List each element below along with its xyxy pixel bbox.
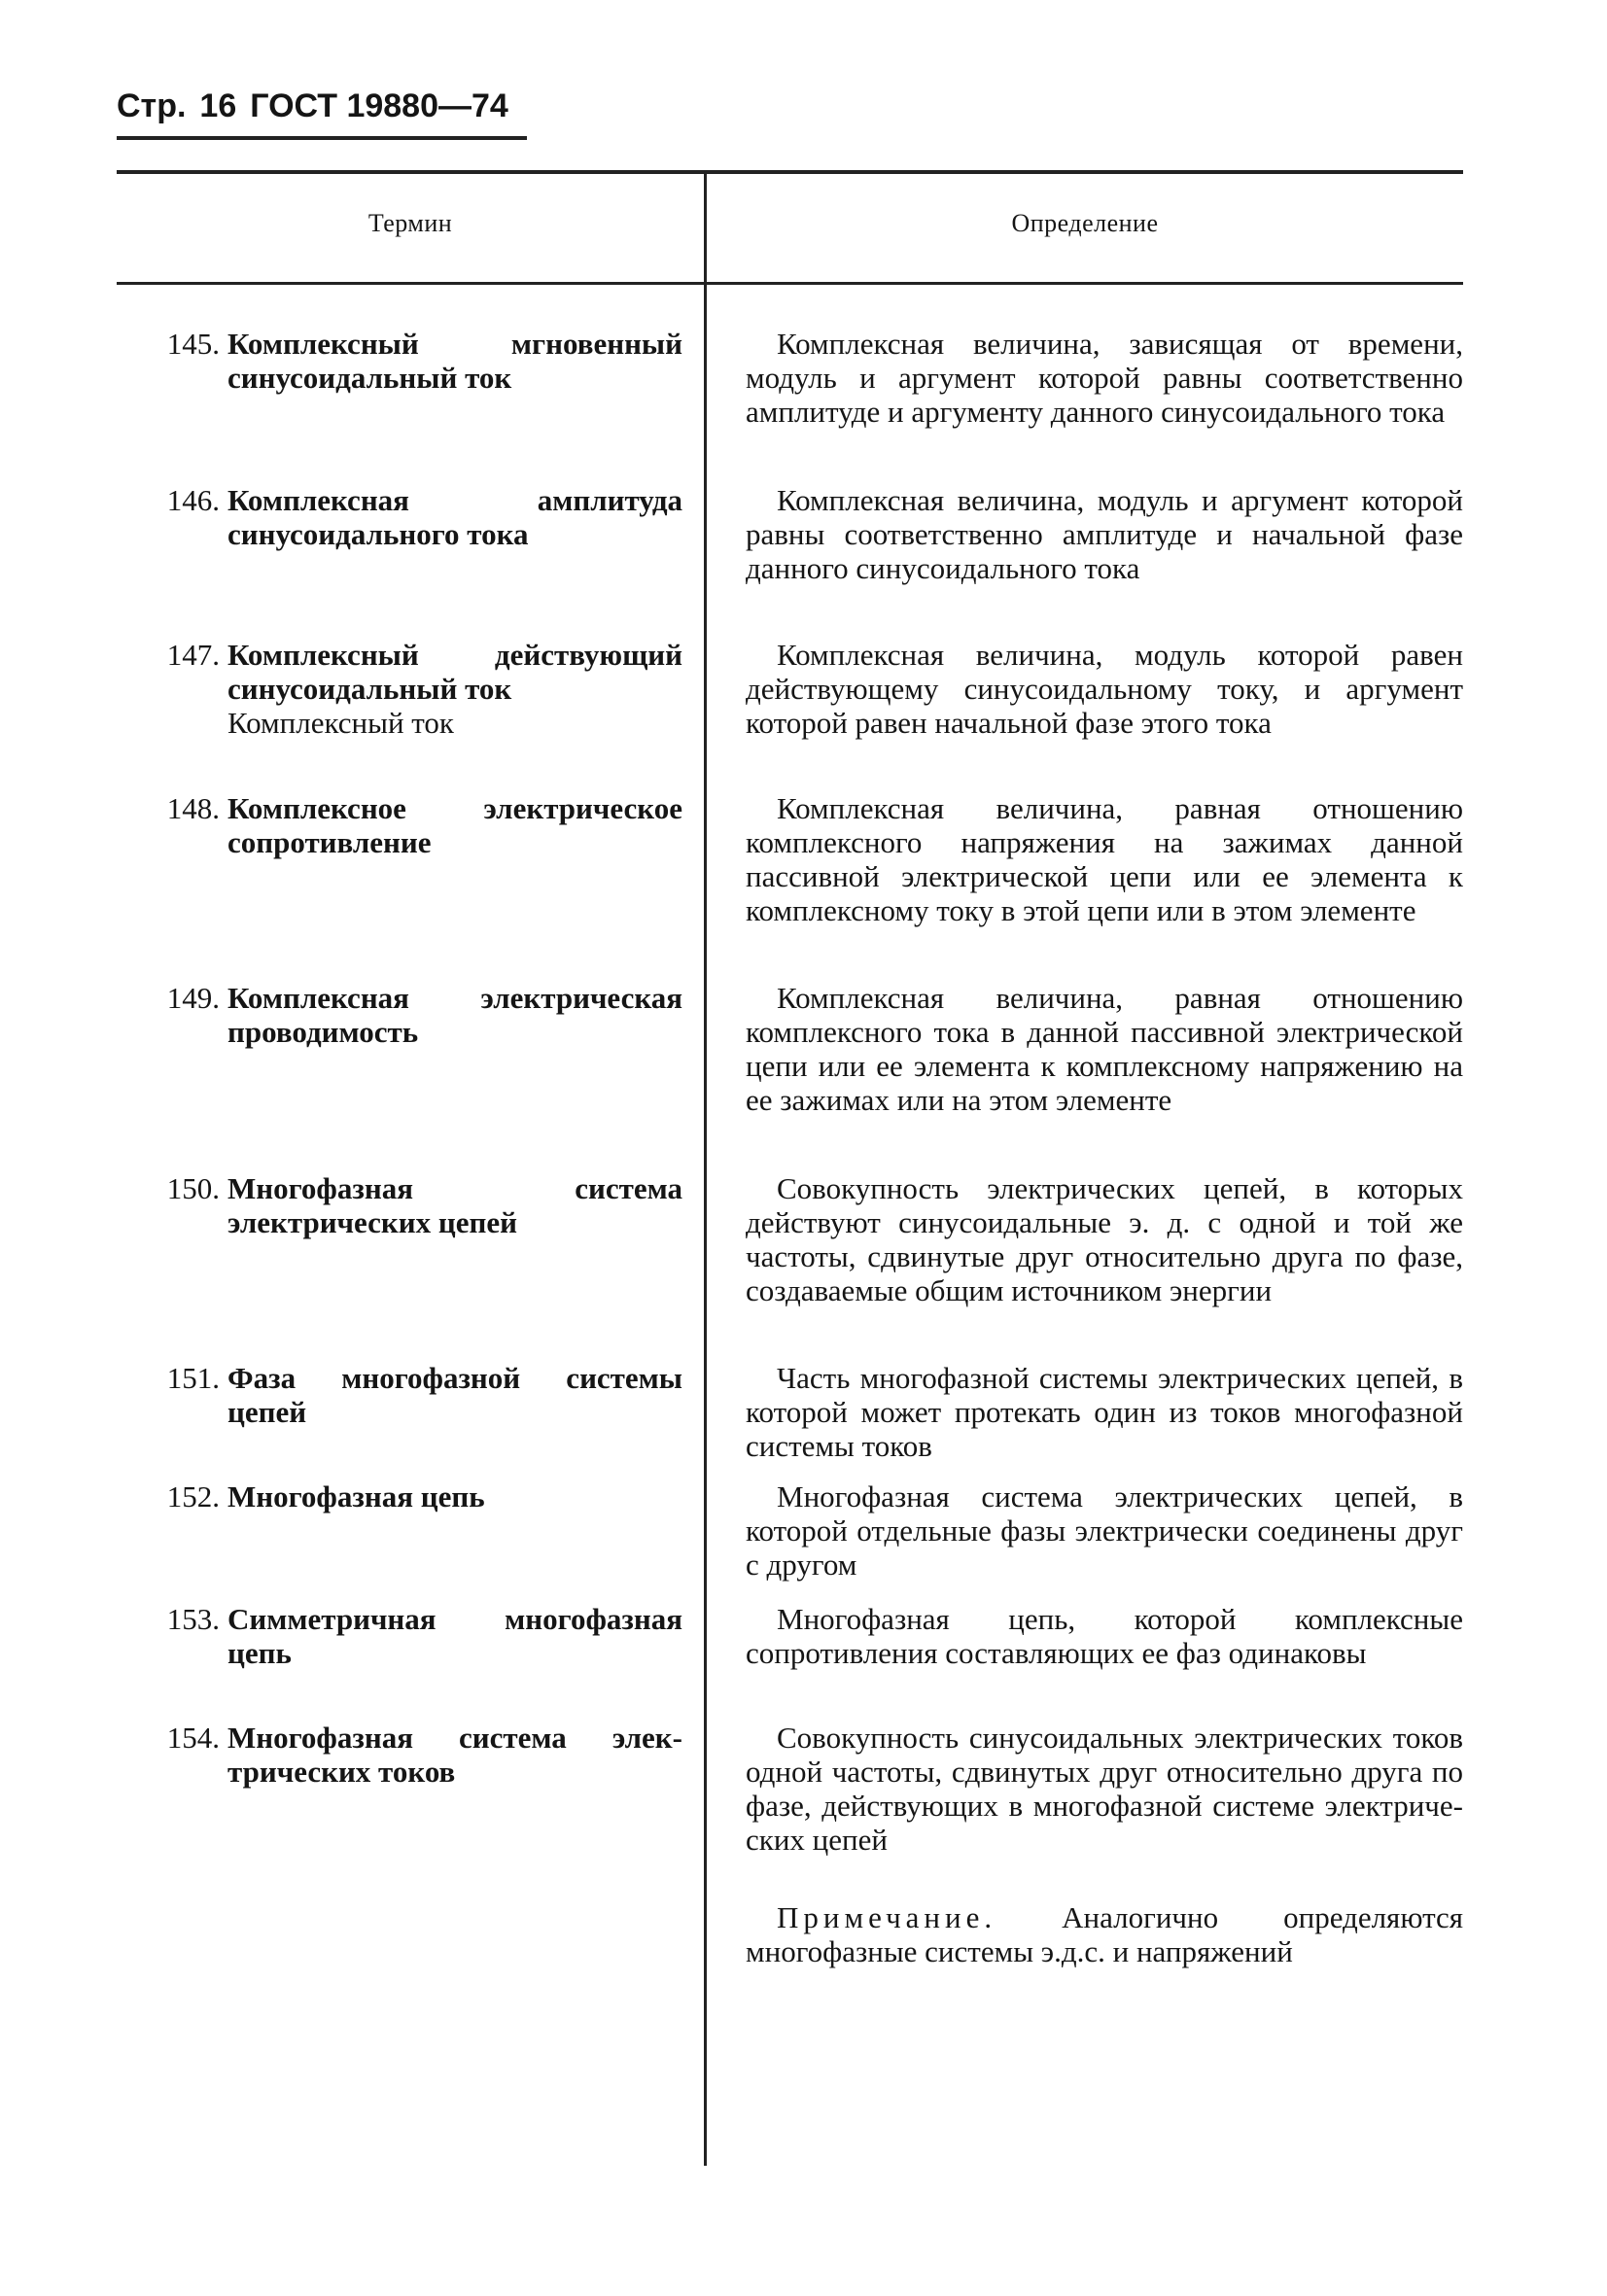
term-cell [146,483,682,551]
term-name: Симметричная многофазная цепь [227,1602,682,1670]
column-header-definition: Определение [1011,209,1159,237]
definition-cell: Комплексная величина, равная отношению комплексного тока в данной пассивной электрической цепи или ее элемента к комплексному напряжению на ее зажимах или на этом элементе [746,981,1463,1117]
term-number: 151. [166,1361,220,1395]
term-name: Комплексный мгновенный синусоидальный ток [227,327,682,395]
term-cell [146,981,682,1049]
term-name: Многофазная цепь [227,1479,485,1513]
term-cell [146,791,682,859]
definition-cell: Совокупность электрических цепей, в которых действуют синусоидальные э. д. с одной и той же частоты, сдвинутые друг относительно друга по фазе, создаваемые общим источником энергии [746,1171,1463,1307]
term-cell [146,1171,682,1239]
term-name: Фаза многофазной системы цепей [227,1361,682,1429]
term-number: 148. [166,791,220,825]
column-header-term: Термин [367,209,453,237]
table-top-rule [117,170,1463,174]
term-name: Многофазная система электрических цепей [227,1171,682,1239]
definition-cell: Комплексная величина, модуль и аргумент которой равны соответственно амплитуде и начальной фазе данного синусоидального тока [746,483,1463,585]
definition-cell: Многофазная система электрических цепей, в которой отдельные фазы электрически соединены друг с другом [746,1479,1463,1582]
definition-cell: Комплексная величина, модуль которой равен действующему синусоидальному току, и аргумент которой равен начальной фазе этого тока [746,638,1463,740]
definition-cell: Часть многофазной системы электрических цепей, в которой может протекать один из токов многофазной системы токов [746,1361,1463,1463]
standard-designation: ГОСТ 19880—74 [250,87,508,124]
note [746,1900,1463,1968]
term-number: 146. [166,483,220,517]
definition-cell: Комплексная величина, зависящая от времени, модуль и аргумент которой равны соответственно амплитуде и аргументу данного синусоидального тока [746,327,1463,429]
term-number: 150. [166,1171,220,1205]
term-cell [146,638,682,740]
term-cell [146,1721,682,1789]
note-text: Аналогично определяются многофазные системы э.д.с. и напряжений [746,1900,1464,1968]
term-number: 145. [166,327,220,361]
definition-cell: Многофазная цепь, которой комплексные сопротивления составляющих ее фаз одинаковы [746,1602,1463,1670]
term-cell [146,327,682,395]
definition-cell: Комплексная величина, равная отношению комплексного напряжения на зажимах данной пассивной электрической цепи или ее элемента к комплексному току в этой цепи или в этом элементе [746,791,1463,927]
term-number: 153. [166,1602,220,1636]
term-synonym: Комплексный ток [227,706,454,740]
definition-cell: Совокупность синусоидальных электрических токов одной частоты, сдвинутых друг относительно друга по фазе, действующих в многофазной системе электрических цепей [746,1721,1463,1857]
term-number: 152. [166,1479,220,1513]
column-divider [704,173,707,2166]
page-number: 16 [199,87,237,124]
note-label: Примечание. [777,1900,997,1934]
term-name: Комплексное электрическое сопротивление [227,791,682,859]
term-name: Комплексный действующий синусоидальный ток [227,638,682,706]
term-cell [146,1602,682,1670]
term-cell [146,1361,682,1429]
term-name: Комплексная электрическая проводимость [227,981,682,1049]
term-name: Комплексная амплитуда синусоидального тока [227,483,682,551]
term-number: 147. [166,638,220,672]
table-header-rule [117,282,1463,285]
page-header [117,76,527,140]
term-name: Многофазная система электрических токов [227,1721,682,1789]
term-cell [146,1479,682,1513]
page-label: Стр. [117,87,187,124]
term-number: 154. [166,1721,220,1755]
term-number: 149. [166,981,220,1015]
